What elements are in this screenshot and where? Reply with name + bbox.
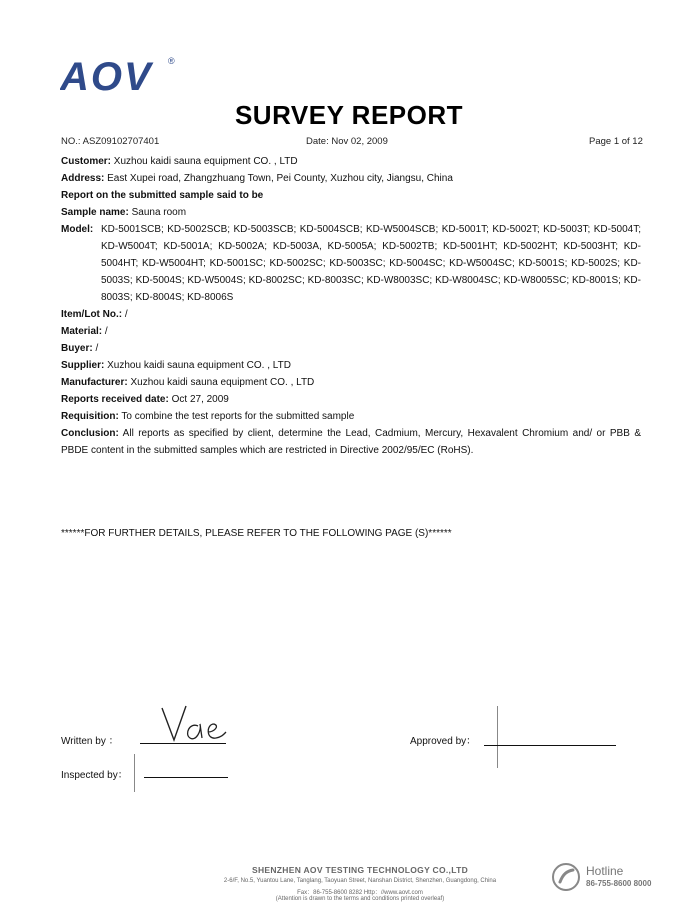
further-details-note: ******FOR FURTHER DETAILS, PLEASE REFER TO THE FOLLOWING PAGE (S)******: [61, 528, 452, 539]
item-label: Item/Lot No.:: [61, 309, 123, 320]
address-label: Address:: [61, 173, 105, 184]
requisition-row: [61, 408, 641, 425]
registered-mark: ®: [168, 56, 175, 66]
approved-by-line: [484, 745, 616, 746]
footer-contact: Fax：86-755-8600 8282 Http：//www.aovt.com: [297, 890, 423, 896]
footer-company: SHENZHEN AOV TESTING TECHNOLOGY CO.,LTD: [251, 865, 469, 875]
model-label: Model:: [61, 224, 94, 235]
manufacturer-value: Xuzhou kaidi sauna equipment CO. , LTD: [127, 377, 315, 388]
conclusion-label: Conclusion:: [61, 428, 119, 439]
logo-text: AOV: [60, 55, 153, 94]
inspected-by-line: [144, 777, 228, 778]
model-row: [61, 221, 641, 306]
customer-label: Customer:: [61, 156, 112, 167]
report-number: NO.: ASZ09102707401: [61, 136, 160, 147]
footer-note: (Attention is drawn to the terms and conditions printed overleaf): [275, 896, 445, 902]
written-by-signature: [140, 700, 230, 746]
footer-address: 2-6/F, No.5, Yuantou Lane, Tanglang, Taoyuan Street, Nanshan District, Shenzhen, Guangdong, China: [223, 878, 497, 884]
supplier-label: Supplier:: [61, 360, 105, 371]
address-value: East Xupei road, Zhangzhuang Town, Pei County, Xuzhou city, Jiangsu, China: [104, 173, 453, 184]
manufacturer-row: [61, 374, 641, 391]
received-label: Reports received date:: [61, 394, 169, 405]
received-row: [61, 391, 641, 408]
approved-by-stamp-edge: [497, 706, 498, 768]
written-by-line: [140, 743, 226, 744]
manufacturer-label: Manufacturer:: [61, 377, 128, 388]
sample-label: Sample name:: [61, 207, 129, 218]
aov-logo: [60, 54, 190, 94]
inspected-by-stamp-edge: [134, 754, 135, 792]
requisition-value: To combine the test reports for the submitted sample: [118, 411, 355, 422]
buyer-label: Buyer:: [61, 343, 93, 354]
approved-by-label: Approved by：: [410, 736, 477, 747]
item-row: [61, 306, 641, 323]
model-value: KD-5001SCB; KD-5002SCB; KD-5003SCB; KD-5004SCB; KD-W5004SCB; KD-5001T; KD-5002T; KD-5003T; KD-5004T; KD-W5004T; KD-5001A; KD-5002A; KD-5003A, KD-5005A; KD-5002TB; KD-5001HT; KD-5002HT; KD-5003HT; KD-5004HT; KD-W5004HT; KD-5001SC; KD-5002SC; KD-5003SC; KD-5004SC; KD-W5004SC; KD-5001S; KD-5002S; KD-5003S; KD-5004S; KD-W5004S; KD-8002SC; KD-8003SC; KD-W8003SC; KD-W8004SC; KD-W8005SC; KD-8001S; KD-8003S; KD-8004S; KD-8006S: [101, 224, 641, 303]
report-title: SURVEY REPORT: [234, 100, 464, 130]
sample-row: [61, 204, 641, 221]
buyer-row: [61, 340, 641, 357]
received-value: Oct 27, 2009: [168, 394, 229, 405]
phone-icon: [551, 862, 581, 892]
conclusion-value: All reports as specified by client, determine the Lead, Cadmium, Mercury, Hexavalent Chromium and/ or PBB & PBDE content in the submitted samples which are restricted in Directive 2002/95/EC (RoHS).: [61, 428, 641, 456]
address-row: [61, 170, 641, 187]
material-label: Material:: [61, 326, 103, 337]
page-number: Page 1 of 12: [589, 136, 643, 147]
aov-logo-graphic: [60, 54, 190, 94]
buyer-value: /: [92, 343, 99, 354]
customer-row: [61, 153, 641, 170]
conclusion-row: [61, 425, 641, 459]
supplier-row: [61, 357, 641, 374]
report-note: Report on the submitted sample said to be: [61, 190, 264, 201]
supplier-value: Xuzhou kaidi sauna equipment CO. , LTD: [104, 360, 291, 371]
item-value: /: [122, 309, 128, 320]
material-row: [61, 323, 641, 340]
requisition-label: Requisition:: [61, 411, 119, 422]
report-date: Date: Nov 02, 2009: [306, 136, 388, 147]
hotline-number: 86-755-8600 8000: [586, 879, 652, 888]
report-body: [61, 153, 641, 459]
sample-value: Sauna room: [128, 207, 187, 218]
customer-value: Xuzhou kaidi sauna equipment CO. , LTD: [111, 156, 298, 167]
written-by-label: Written by ：: [61, 736, 119, 747]
inspected-by-label: Inspected by：: [61, 770, 128, 781]
hotline-label: Hotline: [586, 864, 624, 878]
material-value: /: [102, 326, 108, 337]
